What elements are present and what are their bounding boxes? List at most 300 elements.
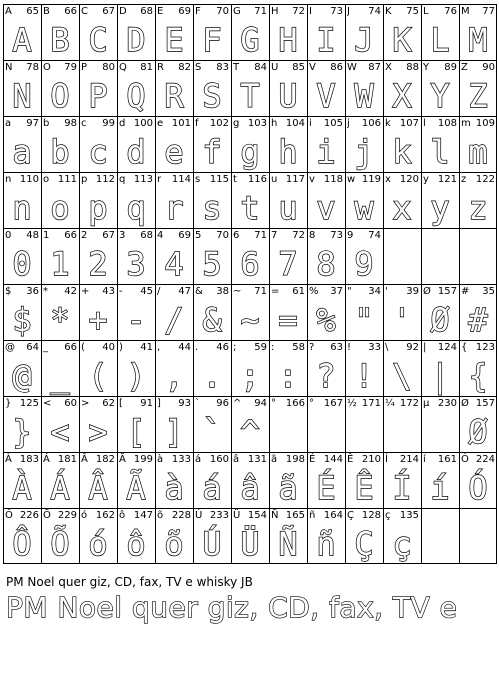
glyph-cell — [307, 340, 345, 396]
glyph-cell — [383, 396, 421, 452]
glyph-char: F — [195, 6, 201, 17]
glyph-label — [309, 173, 343, 187]
glyph-cell — [3, 228, 41, 284]
glyph-label — [461, 5, 495, 19]
glyph-sample: À — [12, 469, 32, 507]
glyph-code: 73 — [330, 6, 343, 17]
glyph-code: 65 — [26, 6, 39, 17]
glyph-label — [195, 453, 229, 467]
glyph-sample: % — [316, 301, 336, 339]
glyph-code: 210 — [361, 454, 381, 465]
glyph-sample: - — [126, 301, 146, 339]
glyph-cell — [79, 172, 117, 228]
glyph-cell — [117, 60, 155, 116]
glyph-code: 39 — [406, 286, 419, 297]
glyph-cell — [307, 228, 345, 284]
glyph-cell — [117, 340, 155, 396]
glyph-cell — [383, 452, 421, 508]
glyph-char: E — [157, 6, 164, 17]
glyph-label — [81, 509, 115, 523]
glyph-cell — [79, 396, 117, 452]
glyph-char: 3 — [119, 230, 126, 241]
glyph-char: 0 — [5, 230, 12, 241]
glyph-code: 61 — [292, 286, 305, 297]
glyph-char: ( — [81, 342, 85, 353]
glyph-code: 44 — [178, 342, 191, 353]
glyph-cell — [155, 340, 193, 396]
glyph-cell — [231, 508, 269, 564]
glyph-char: É — [309, 454, 316, 465]
glyph-char: \ — [385, 342, 389, 353]
glyph-sample: 2 — [88, 245, 108, 283]
glyph-code: 104 — [285, 118, 305, 129]
glyph-char: S — [195, 62, 202, 73]
glyph-code: 147 — [133, 510, 153, 521]
glyph-char: ' — [385, 286, 388, 297]
glyph-cell — [307, 172, 345, 228]
glyph-char: H — [271, 6, 279, 17]
glyph-sample: Q — [126, 77, 146, 115]
glyph-char: e — [157, 118, 164, 129]
glyph-cell — [459, 396, 497, 452]
glyph-char: ° — [309, 398, 314, 409]
glyph-cell — [421, 284, 459, 340]
glyph-cell — [79, 4, 117, 60]
glyph-cell — [345, 452, 383, 508]
glyph-char: | — [423, 342, 427, 353]
glyph-sample: 4 — [164, 245, 184, 283]
glyph-sample: S — [202, 77, 222, 115]
glyph-sample: Ã — [126, 469, 146, 507]
glyph-cell — [193, 284, 231, 340]
glyph-label — [271, 173, 305, 187]
glyph-cell — [117, 508, 155, 564]
glyph-char: ¼ — [385, 398, 395, 409]
glyph-char: m — [461, 118, 471, 129]
glyph-sample: l — [430, 133, 450, 171]
glyph-cell — [383, 116, 421, 172]
glyph-cell — [41, 396, 79, 452]
glyph-cell — [3, 284, 41, 340]
glyph-cell — [231, 4, 269, 60]
glyph-code: 160 — [209, 454, 229, 465]
glyph-label — [81, 117, 115, 131]
glyph-char: i — [309, 118, 312, 129]
glyph-sample: à — [164, 469, 184, 507]
glyph-sample: Ñ — [278, 525, 298, 563]
glyph-label — [423, 453, 457, 467]
glyph-char: à — [157, 454, 164, 465]
glyph-label — [157, 173, 191, 187]
glyph-char: ô — [119, 510, 126, 521]
glyph-cell — [421, 116, 459, 172]
glyph-sample: v — [316, 189, 336, 227]
glyph-sample: 6 — [240, 245, 260, 283]
glyph-sample — [383, 412, 421, 452]
glyph-code: 133 — [171, 454, 191, 465]
glyph-code: 36 — [26, 286, 39, 297]
glyph-label — [385, 341, 419, 355]
glyph-cell — [421, 60, 459, 116]
glyph-label — [5, 117, 39, 131]
glyph-cell — [459, 452, 497, 508]
glyph-code: 76 — [444, 6, 457, 17]
glyph-label — [5, 5, 39, 19]
glyph-sample: j — [354, 133, 374, 171]
glyph-code: 90 — [482, 62, 495, 73]
glyph-code: 105 — [323, 118, 343, 129]
glyph-label — [347, 285, 381, 299]
glyph-label — [119, 509, 153, 523]
glyph-sample: = — [278, 301, 298, 339]
glyph-cell — [155, 284, 193, 340]
glyph-sample: B — [50, 21, 70, 59]
glyph-code: 58 — [292, 342, 305, 353]
glyph-sample: 8 — [316, 245, 336, 283]
glyph-cell — [117, 396, 155, 452]
glyph-code: 69 — [178, 230, 191, 241]
glyph-sample: / — [164, 301, 184, 339]
glyph-cell — [345, 228, 383, 284]
glyph-code: 72 — [292, 6, 305, 17]
glyph-cell — [269, 452, 307, 508]
glyph-code: 125 — [19, 398, 39, 409]
glyph-cell — [155, 116, 193, 172]
glyph-char: w — [347, 174, 356, 185]
glyph-cell — [231, 172, 269, 228]
glyph-char: á — [195, 454, 202, 465]
glyph-label — [119, 453, 153, 467]
glyph-sample — [459, 524, 497, 564]
glyph-cell — [231, 396, 269, 452]
glyph-cell — [193, 116, 231, 172]
glyph-char: ] — [157, 398, 161, 409]
glyph-sample: Ç — [354, 525, 374, 563]
glyph-char: O — [43, 62, 51, 73]
glyph-code: 118 — [323, 174, 343, 185]
glyph-sample: C — [88, 21, 108, 59]
glyph-cell — [41, 228, 79, 284]
glyph-sample: ! — [354, 357, 374, 395]
glyph-sample: á — [202, 469, 222, 507]
glyph-sample: : — [278, 357, 298, 395]
glyph-label — [461, 173, 495, 187]
glyph-sample: P — [88, 77, 108, 115]
glyph-code: 106 — [361, 118, 381, 129]
glyph-sample: ç — [392, 525, 412, 563]
glyph-label — [461, 117, 495, 131]
glyph-sample: Ø — [430, 301, 450, 339]
glyph-char: v — [309, 174, 315, 185]
glyph-char: g — [233, 118, 240, 129]
glyph-sample: Í — [392, 469, 412, 507]
glyph-cell — [3, 452, 41, 508]
glyph-label — [347, 5, 381, 19]
glyph-sample — [307, 412, 345, 452]
glyph-char: D — [119, 6, 127, 17]
glyph-code: 226 — [19, 510, 39, 521]
glyph-sample: Ê — [354, 469, 374, 507]
glyph-label — [157, 229, 191, 243]
glyph-cell — [459, 116, 497, 172]
glyph-code: 120 — [399, 174, 419, 185]
glyph-code: 161 — [437, 454, 457, 465]
glyph-sample: u — [278, 189, 298, 227]
glyph-code: 111 — [57, 174, 77, 185]
glyph-code: 93 — [178, 398, 191, 409]
glyph-cell — [193, 60, 231, 116]
glyph-label — [195, 509, 229, 523]
glyph-char: x — [385, 174, 391, 185]
glyph-code: 67 — [102, 230, 115, 241]
glyph-sample: ] — [164, 413, 184, 451]
glyph-cell — [117, 452, 155, 508]
glyph-cell — [269, 228, 307, 284]
glyph-code: 71 — [254, 230, 267, 241]
glyph-sample — [383, 244, 421, 284]
glyph-code: 40 — [102, 342, 115, 353]
glyph-code: 167 — [323, 398, 343, 409]
glyph-label — [385, 285, 419, 299]
glyph-cell — [3, 340, 41, 396]
sample-text-small: PM Noel quer giz, CD, fax, TV e whisky JB — [6, 575, 253, 589]
glyph-label — [385, 173, 419, 187]
glyph-cell — [41, 60, 79, 116]
glyph-label — [5, 173, 39, 187]
glyph-char: . — [195, 342, 199, 353]
glyph-code: 82 — [178, 62, 191, 73]
glyph-label — [43, 509, 77, 523]
glyph-cell — [345, 508, 383, 564]
glyph-code: 78 — [26, 62, 39, 73]
glyph-cell — [421, 228, 459, 284]
glyph-sample: U — [278, 77, 298, 115]
glyph-sample: o — [50, 189, 70, 227]
glyph-label — [5, 229, 39, 243]
glyph-sample: < — [50, 413, 70, 451]
glyph-code: 157 — [475, 398, 495, 409]
glyph-code: 100 — [133, 118, 153, 129]
glyph-code: 124 — [437, 342, 457, 353]
glyph-label — [233, 285, 267, 299]
glyph-cell — [231, 284, 269, 340]
glyph-sample: X — [392, 77, 412, 115]
glyph-char: 1 — [43, 230, 50, 241]
glyph-code: 96 — [216, 398, 229, 409]
glyph-label — [385, 397, 419, 411]
glyph-sample: W — [354, 77, 374, 115]
glyph-cell — [3, 396, 41, 452]
glyph-code: 135 — [399, 510, 419, 521]
glyph-code: 48 — [26, 230, 39, 241]
glyph-sample: Õ — [50, 525, 70, 563]
glyph-cell — [193, 4, 231, 60]
glyph-label — [119, 397, 153, 411]
glyph-label — [271, 509, 305, 523]
glyph-char: 6 — [233, 230, 240, 241]
glyph-code: 42 — [64, 286, 77, 297]
glyph-sample: ) — [126, 357, 146, 395]
glyph-label — [347, 117, 381, 131]
glyph-char: = — [271, 286, 280, 297]
glyph-code: 109 — [475, 118, 495, 129]
glyph-code: 63 — [330, 342, 343, 353]
glyph-cell — [269, 4, 307, 60]
glyph-cell — [459, 508, 497, 564]
glyph-label — [5, 341, 39, 355]
glyph-cell — [269, 284, 307, 340]
glyph-sample: " — [354, 301, 374, 339]
glyph-label — [271, 229, 305, 243]
glyph-cell — [269, 60, 307, 116]
glyph-char: 9 — [347, 230, 354, 241]
glyph-char: µ — [423, 398, 430, 409]
glyph-char: ç — [385, 510, 391, 521]
glyph-cell — [41, 172, 79, 228]
glyph-char: W — [347, 62, 357, 73]
glyph-label — [309, 61, 343, 75]
glyph-sample: I — [316, 21, 336, 59]
glyph-code: 69 — [178, 6, 191, 17]
glyph-label — [81, 61, 115, 75]
glyph-char: ! — [347, 342, 352, 353]
glyph-label — [461, 229, 495, 243]
glyph-sample: * — [50, 301, 70, 339]
glyph-code: 98 — [64, 118, 77, 129]
glyph-label — [43, 397, 77, 411]
glyph-sample: ` — [202, 413, 222, 451]
glyph-label — [195, 285, 229, 299]
glyph-code: 47 — [178, 286, 191, 297]
glyph-code: 38 — [216, 286, 229, 297]
glyph-code: 121 — [437, 174, 457, 185]
glyph-char: L — [423, 6, 429, 17]
glyph-sample: K — [392, 21, 412, 59]
glyph-cell — [155, 396, 193, 452]
glyph-code: 89 — [444, 62, 457, 73]
glyph-label — [233, 229, 267, 243]
glyph-char: ã — [271, 454, 278, 465]
glyph-label — [347, 397, 381, 411]
glyph-char: À — [5, 454, 12, 465]
glyph-cell — [79, 116, 117, 172]
glyph-sample: x — [392, 189, 412, 227]
glyph-code: 162 — [95, 510, 115, 521]
glyph-label — [233, 341, 267, 355]
glyph-sample: 1 — [50, 245, 70, 283]
glyph-sample: L — [430, 21, 450, 59]
glyph-char: Ñ — [271, 510, 279, 521]
glyph-cell — [269, 172, 307, 228]
glyph-sample: # — [468, 301, 488, 339]
glyph-cell — [193, 508, 231, 564]
glyph-cell — [117, 116, 155, 172]
glyph-code: 92 — [406, 342, 419, 353]
glyph-sample: . — [202, 357, 222, 395]
glyph-char: Õ — [43, 510, 51, 521]
glyph-cell — [383, 4, 421, 60]
glyph-label — [309, 117, 343, 131]
glyph-cell — [41, 452, 79, 508]
glyph-char: 4 — [157, 230, 164, 241]
glyph-cell — [155, 172, 193, 228]
glyph-char: í — [423, 454, 426, 465]
glyph-char: : — [271, 342, 275, 353]
glyph-label — [157, 397, 191, 411]
glyph-char: f — [195, 118, 199, 129]
glyph-cell — [231, 60, 269, 116]
glyph-sample: ' — [392, 301, 412, 339]
glyph-sample: e — [164, 133, 184, 171]
glyph-char: T — [233, 62, 240, 73]
glyph-cell — [155, 228, 193, 284]
glyph-label — [5, 397, 39, 411]
glyph-code: 183 — [19, 454, 39, 465]
glyph-cell — [307, 4, 345, 60]
glyph-code: 68 — [140, 230, 153, 241]
glyph-char: Á — [43, 454, 50, 465]
glyph-cell — [459, 4, 497, 60]
glyph-code: 112 — [95, 174, 115, 185]
glyph-sample: Ü — [240, 525, 260, 563]
glyph-label — [271, 397, 305, 411]
glyph-sample: @ — [12, 357, 32, 395]
glyph-char: P — [81, 62, 88, 73]
glyph-char: Q — [119, 62, 127, 73]
glyph-label — [385, 117, 419, 131]
glyph-label — [233, 509, 267, 523]
glyph-code: 79 — [64, 62, 77, 73]
glyph-char: J — [347, 6, 350, 17]
glyph-code: 73 — [330, 230, 343, 241]
glyph-cell — [421, 508, 459, 564]
glyph-cell — [41, 508, 79, 564]
glyph-sample: F — [202, 21, 222, 59]
glyph-sample: É — [316, 469, 336, 507]
glyph-sample: , — [164, 357, 184, 395]
glyph-label — [119, 61, 153, 75]
glyph-label — [423, 397, 457, 411]
glyph-code: 75 — [406, 6, 419, 17]
glyph-sample: a — [12, 133, 32, 171]
glyph-sample: í — [430, 469, 450, 507]
glyph-sample: f — [202, 133, 222, 171]
glyph-char: r — [157, 174, 162, 185]
glyph-char: X — [385, 62, 392, 73]
glyph-cell — [421, 172, 459, 228]
glyph-sample: õ — [164, 525, 184, 563]
glyph-cell — [345, 60, 383, 116]
glyph-sample: i — [316, 133, 336, 171]
glyph-cell — [459, 60, 497, 116]
glyph-cell — [41, 340, 79, 396]
glyph-label — [385, 229, 419, 243]
glyph-label — [157, 61, 191, 75]
glyph-label — [81, 229, 115, 243]
glyph-cell — [231, 452, 269, 508]
glyph-cell — [3, 172, 41, 228]
glyph-char: & — [195, 286, 203, 297]
glyph-label — [271, 453, 305, 467]
glyph-label — [43, 173, 77, 187]
glyph-cell — [345, 396, 383, 452]
glyph-label — [309, 229, 343, 243]
glyph-code: 45 — [140, 286, 153, 297]
glyph-sample — [345, 412, 383, 452]
glyph-label — [385, 453, 419, 467]
glyph-sample: { — [468, 357, 488, 395]
glyph-char: o — [43, 174, 50, 185]
